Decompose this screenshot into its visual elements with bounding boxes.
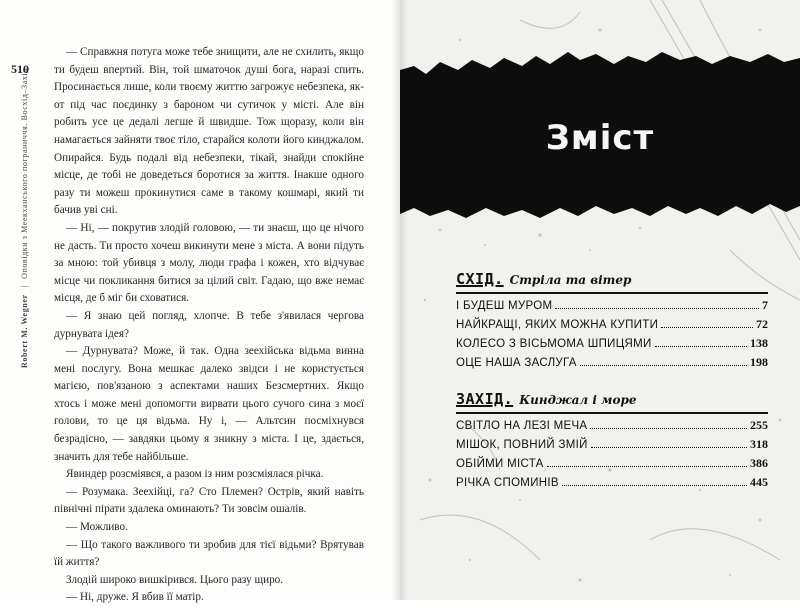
- toc-entry-title: НАЙКРАЩІ, ЯКИХ МОЖНА КУПИТИ: [456, 319, 659, 331]
- running-head-separator: |: [20, 282, 29, 291]
- section-subtitle: Кинджал і море: [519, 393, 637, 407]
- running-head-author: Robert M. Wegner: [20, 294, 29, 368]
- paragraph: — Можливо.: [66, 521, 128, 534]
- toc-entry-page: 138: [750, 336, 768, 350]
- toc-entry-page: 255: [750, 418, 768, 432]
- toc-entry-title: СВІТЛО НА ЛЕЗІ МЕЧА: [456, 420, 588, 432]
- dot-leader: [590, 428, 747, 429]
- toc-entry[interactable]: [456, 298, 768, 317]
- toc-entry-page: 198: [750, 355, 768, 369]
- page-number: 510: [11, 62, 29, 76]
- dot-leader: [555, 308, 759, 309]
- toc-entry-title: РІЧКА СПОМИНІВ: [456, 477, 559, 489]
- right-page: [400, 0, 800, 600]
- section-rule: [456, 412, 768, 414]
- paragraph: — Дурнувата? Може, й так. Одна зеехійська відьма винна мені послугу. Вона мешкає далеко звідси і не користується магією, пов'язаною з аспектами наших Безсмертних. Якщо хтось і може мені допомогти вирвати цього сучого сина з моєї голови, то це ця відьма. Ну і, — Альтсин посміхнувся безрадісно, — завдяки цьому я зникну з міста. І це, здається, значить для тебе найбільше.: [54, 345, 364, 463]
- toc-section-header: [456, 390, 768, 408]
- left-page: [0, 0, 400, 604]
- toc-entry-title: МІШОК, ПОВНИЙ ЗМІЙ: [456, 439, 588, 451]
- toc-entry[interactable]: [456, 317, 768, 336]
- paragraph: — Я знаю цей погляд, хлопче. В тебе з'явилася чергова дурнувата ідея?: [54, 309, 364, 340]
- paragraph: — Розумака. Зеехійці, га? Сто Племен? Острів, який навіть північні пірати здалека оминають? Ти зовсім ошалів.: [54, 485, 364, 516]
- toc-section-east: [456, 270, 768, 374]
- toc-entry-title: І БУДЕШ МУРОМ: [456, 300, 553, 312]
- toc-section-west: [456, 390, 768, 494]
- toc-entry-title: КОЛЕСО З ВІСЬМОМА ШПИЦЯМИ: [456, 338, 652, 350]
- dot-leader: [580, 365, 747, 366]
- section-rule: [456, 292, 768, 294]
- toc-entry[interactable]: [456, 456, 768, 475]
- toc-entry-title: ОЦЕ НАША ЗАСЛУГА: [456, 357, 577, 369]
- toc-section-header: [456, 270, 768, 288]
- section-name: ЗАХІД.: [456, 390, 514, 408]
- dot-leader: [655, 346, 747, 347]
- toc-entry-page: 7: [762, 298, 768, 312]
- toc-entry[interactable]: [456, 418, 768, 437]
- running-head-title: Оповідки з Меекханського пограниччя. Восхід–Захід: [20, 68, 29, 279]
- section-subtitle: Стріла та вітер: [509, 273, 632, 287]
- dot-leader: [547, 466, 747, 467]
- toc-entry[interactable]: [456, 437, 768, 456]
- toc-entry-title: ОБІЙМИ МІСТА: [456, 458, 544, 470]
- toc-entry-page: 318: [750, 437, 768, 451]
- toc-entry[interactable]: [456, 355, 768, 374]
- toc-entry-page: 386: [750, 456, 768, 470]
- toc-title: Зміст: [545, 118, 655, 158]
- dot-leader: [562, 485, 747, 486]
- paragraph: Злодій широко вишкірився. Цього разу щиро.: [66, 573, 284, 586]
- toc-entry-page: 72: [756, 317, 768, 331]
- toc-entry[interactable]: [456, 336, 768, 355]
- table-of-contents: [456, 270, 768, 510]
- paragraph: — Ні, друже. Я вбив її матір.: [66, 591, 204, 604]
- toc-entry-page: 445: [750, 475, 768, 489]
- body-text: [54, 44, 364, 607]
- section-name: СХІД.: [456, 270, 504, 288]
- dot-leader: [591, 447, 747, 448]
- paragraph: — Що такого важливого ти зробив для тієї відьми? Врятував їй життя?: [54, 538, 364, 569]
- paragraph: — Справжня потуга може тебе знищити, але не схилить, якщо ти будеш впертий. Він, той шматочок душі бога, наразі спить. Просинається лише, коли твоєму життю загрожує небезпека, як-от під час поєдинку з бароном чи сутичок у місті. Але він робить усе це дедалі легше й швидше. Тож щоразу, коли він намагається зайняти твоє тіло, старайся колоти його кинджалом. Опирайся. Будь подалі від небезпеки, тікай, знайди спокійне місце, де тобі не доведеться боротися за життя. Інакше одного разу ти можеш прокинутися саме в такому кошмарі, який ти бачив уві сні.: [54, 46, 364, 217]
- dot-leader: [661, 327, 753, 328]
- paragraph: Явиндер розсміявся, а разом із ним розсміялася річка.: [66, 468, 324, 481]
- toc-entry[interactable]: [456, 475, 768, 494]
- book-gutter: [392, 0, 408, 600]
- paragraph: — Ні, — покрутив злодій головою, — ти знаєш, що це нічого не дасть. Ти просто хочеш викинути мене з міста. А вони підуть за мною: той убивця з молу, люди графа і кожен, хто відчуває місце чи покликання битися за цілий світ. Гадаю, що вже немає місця, де б міг би сховатися.: [54, 221, 364, 305]
- running-head: [20, 68, 29, 374]
